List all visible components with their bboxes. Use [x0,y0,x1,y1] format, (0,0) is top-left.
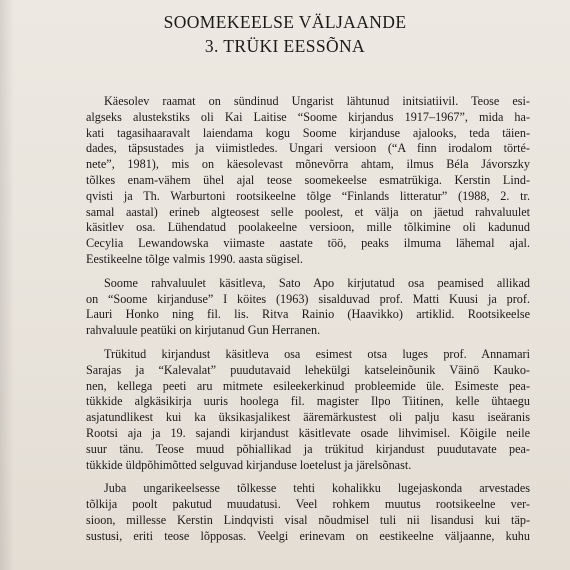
text-line: tükkide algkäsikirja uuris hoolega fil. magister Ilpo Tiitinen, kelle ühtaegu [86,394,530,409]
text-line: Sarajas ja “Kalevalat” puudutavaid lehekülgi katseleinõunik Väinö Kauko- [86,362,530,377]
text-line: suur tänu. Teose muud põhiallikad ja trükitud kirjandust puudutavate pea- [86,441,530,456]
text-line: on “Soome kirjanduse” I köites (1963) sisalduvad prof. Matti Kuusi ja prof. [86,291,530,306]
text-line: Käesolev raamat on sündinud Ungarist lähtunud initsiatiivil. Teose esi- [104,94,530,108]
text-line: dades, täpsustades ja viimistledes. Ungari versioon (“A finn irodalom törté- [86,141,530,156]
text-line: sioon, millesse Kerstin Lindqvisti visal nõudmisel tuli nii lisandusi kui täp- [86,512,530,527]
paragraph [86,94,530,268]
text-line: Trükitud kirjandust käsitleva osa esimest otsa luges prof. Annamari [104,346,530,361]
text-line: nete”, 1981), mis on käesolevast mõnevõrra ahtam, ilmus Béla Jávorszky [86,157,530,172]
text-line: Lauri Honko ning fil. lis. Ritva Rainio (Haavikko) artiklid. Rootsikeelse [86,307,530,322]
text-line: algseks alustekstiks oli Kai Laitise “Soome kirjandus 1917–1967”, mida ha- [86,109,530,124]
text-line: asjatundlikest kui ka üksikasjalikest ääremärkustest oli palju kasu iseäranis [86,410,530,425]
binding-shadow [0,0,14,570]
text-line: kati tagasihaaravalt laiendama kogu Soome kirjanduse ajalooks, teda täien- [86,125,530,140]
text-line: samal aastal) erineb algteosest selle poolest, et välja on jäetud rahvaluulet [86,204,530,219]
text-line: qvisti ja Th. Warburtoni rootsikeelne tõlge “Finlands litteratur” (1988, 2. tr. [86,188,530,203]
text-line: nen, kellega peeti aru mitmete esileekerkinud probleemide üle. Esimeste pea- [86,378,530,393]
text-line: rahvaluule peatüki on kirjutanud Gun Herranen. [86,323,321,338]
text-line: Eestikeelne tõlge valmis 1990. aasta sügisel. [86,251,303,266]
text-line: käsitlev osa. Lühendatud poolakeelne versioon, mille tõlkimine oli kadunud [86,220,530,235]
paragraph [86,276,530,339]
text-line: tõlkes enam-vähem ühel ajal teose soomekeelse esmatrükiga. Kerstin Lind- [86,172,530,187]
text-line: Cecylia Lewandowska viimaste aastate töö, peaks ilmuma lähemal ajal. [86,236,530,251]
paragraph [86,481,530,544]
text-line: sustusi, eriti teose lõpposas. Veelgi erinevam on eestikeelne väljaanne, kuhu [86,528,530,543]
text-line: Juba ungarikeelsesse tõlkesse tehti kohalikku lugejaskonda arvestades [104,481,530,496]
text-line: tõlkija poolt pakutud muudatusi. Veel rohkem muutus rootsikeelne ver- [86,497,530,512]
text-line: tükkide üldpõhimõtted selguvad kirjanduse loetelust ja järelsõnast. [86,457,412,472]
text-line: Soome rahvaluulet käsitleva, Sato Apo kirjutatud osa peamised allikad [104,275,530,290]
text-line: Rootsi aja ja 19. sajandi kirjandust käsitlevate osade lihvimisel. Kõigile neile [86,425,530,440]
paragraph [86,347,530,473]
body-text [86,94,530,553]
heading-line-2: 3. TRÜKI EESSÕNA [204,36,366,56]
heading-line-1: SOOMEKEELSE VÄLJAANDE [163,12,407,32]
